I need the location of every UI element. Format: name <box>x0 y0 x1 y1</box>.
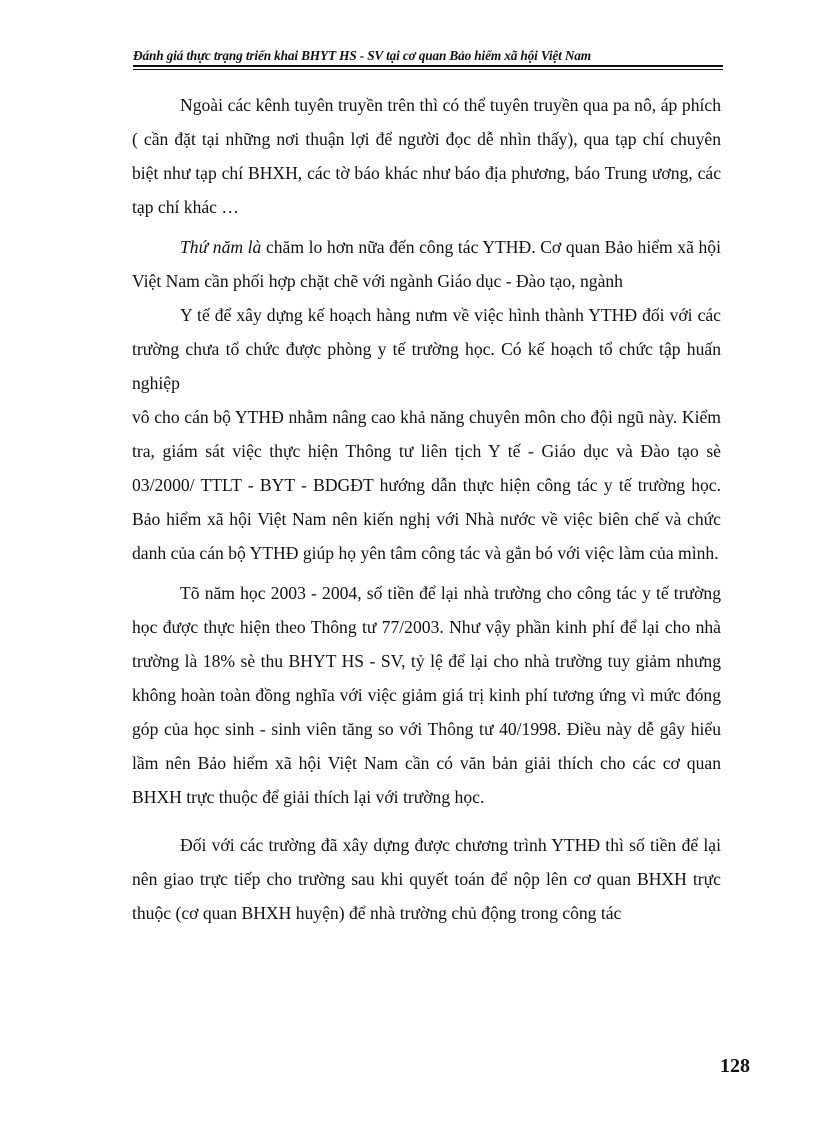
paragraph-school-year: Tõ năm học 2003 - 2004, số tiền để lại nhà trường cho công tác y tế trường học được thực hiện theo Thông tư 77/2003. Như vậy phần kinh phí để lại cho nhà trường là 18% sè thu BHYT HS - SV, tỷ lệ để lại cho nhà trường tuy giảm nhưng không hoàn toàn đồng nghĩa với việc giảm giá trị kinh phí tương ứng vì mức đóng góp của học sinh - sinh viên tăng so với Thông tư 40/1998. Điều này dễ gây hiểu lầm nên Bảo hiểm xã hội Việt Nam cần có văn bản giải thích cho các cơ quan BHXH trực thuộc để giải thích lại với trường học. <box>132 583 721 807</box>
body-text <box>132 88 721 930</box>
paragraph-schools: Đối với các trường đã xây dựng được chương trình YTHĐ thì số tiền để lại nên giao trực tiếp cho trường sau khi quyết toán để nộp lên cơ quan BHXH trực thuộc (cơ quan BHXH huyện) để nhà trường chủ động trong công tác <box>132 835 721 923</box>
header-title: Đánh giá thực trạng triển khai BHYT HS - SV tại cơ quan Bảo hiểm xã hội Việt Nam <box>133 48 591 63</box>
paragraph-health-plan: Y tế để xây dựng kế hoạch hàng nưm về việc hình thành YTHĐ đối với các trường chưa tổ chức được phòng y tế trường học. Có kế hoạch tổ chức tập huấn nghiệp <box>132 305 721 393</box>
header-rule-thick <box>133 65 723 67</box>
header-rule-thin <box>133 69 723 70</box>
paragraph-fifth-point-text: chăm lo hơn nữa đến công tác YTHĐ. Cơ quan Bảo hiểm xã hội Việt Nam cần phối hợp chặt chẽ với ngành Giáo dục - Đào tạo, ngành <box>132 237 721 291</box>
page-number: 128 <box>720 1055 750 1077</box>
lead-in: Thứ năm là <box>180 237 262 257</box>
running-header <box>133 48 723 70</box>
paragraph-training: vô cho cán bộ YTHĐ nhằm nâng cao khả năng chuyên môn cho đội ngũ này. Kiểm tra, giám sát việc thực hiện Thông tư liên tịch Y tế - Giáo dục và Đào tạo sè 03/2000/ TTLT - BYT - BDGĐT hướng dẫn thực hiện công tác y tế trường học. Bảo hiểm xã hội Việt Nam nên kiến nghị với Nhà nước về việc biên chế và chức danh của cán bộ YTHĐ giúp họ yên tâm công tác và gắn bó với việc làm của mình. <box>132 407 721 563</box>
paragraph-fifth-point <box>132 230 721 298</box>
paragraph-media: Ngoài các kênh tuyên truyền trên thì có thể tuyên truyền qua pa nô, áp phích ( cần đặt tại những nơi thuận lợi để người đọc dễ nhìn thấy), qua tạp chí chuyên biệt như tạp chí BHXH, các tờ báo khác như báo địa phương, báo Trung ương, các tạp chí khác … <box>132 95 721 217</box>
